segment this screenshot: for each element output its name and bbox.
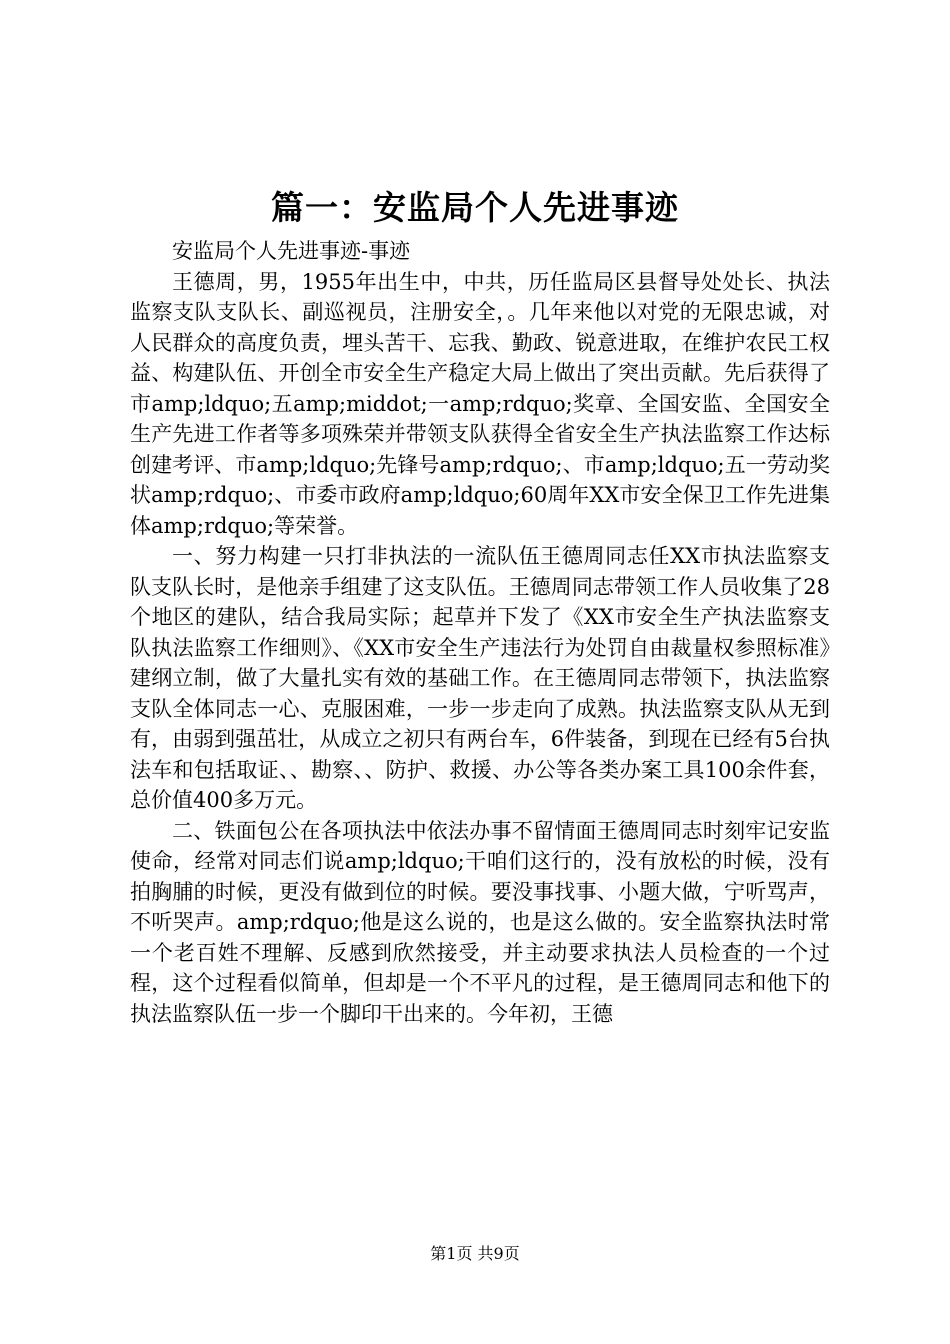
paragraph-intro: 王德周，男，1955年出生中，中共，历任监局区县督导处处长、执法监察支队支队长、副巡视员，注册安全，。几年来他以对党的无限忠诚，对人民群众的高度负责，埋头苦干、忘我、勤政、锐意进取，在维护农民工权益、构建队伍、开创全市安全生产稳定大局上做出了突出贡献。先后获得了市amp;ldquo;五amp;middot;一amp;rdquo;奖章、全国安监、全国安全生产先进工作者等多项殊荣并带领支队获得全省安全生产执法监察工作达标创建考评、市amp;ldquo;先锋号amp;rdquo;、市amp;ldquo;五一劳动奖状amp;rdquo;、市委市政府amp;ldquo;60周年XX市安全保卫工作先进集体amp;rdquo;等荣誉。 <box>130 269 830 538</box>
paragraph-section-one: 一、努力构建一只打非执法的一流队伍王德周同志任XX市执法监察支队支队长时，是他亲手组建了这支队伍。王德周同志带领工作人员收集了28个地区的建队，结合我局实际；起草并下发了《XX市安全生产执法监察支队执法监察工作细则》、《XX市安全生产违法行为处罚自由裁量权参照标准》建纲立制，做了大量扎实有效的基础工作。在王德周同志带领下，执法监察支队全体同志一心、克服困难，一步一步走向了成熟。执法监察支队从无到有，由弱到强茁壮，从成立之初只有两台车，6件装备，到现在已经有5台执法车和包括取证、、勘察、、防护、救援、办公等各类办案工具100余件套，总价值400多万元。 <box>130 544 830 812</box>
document-body <box>130 236 830 1029</box>
paragraph-section-two: 二、铁面包公在各项执法中依法办事不留情面王德周同志时刻牢记安监使命，经常对同志们说amp;ldquo;干咱们这行的，没有放松的时候，没有拍胸脯的时候，更没有做到位的时候。要没事找事、小题大做，宁听骂声，不听哭声。amp;rdquo;他是这么说的，也是这么做的。安全监察执法时常一个老百姓不理解、反感到欣然接受，并主动要求执法人员检查的一个过程，这个过程看似简单，但却是一个不平凡的过程，是王德周同志和他下的执法监察队伍一步一个脚印干出来的。今年初，王德 <box>130 818 830 1026</box>
paragraph-subtitle: 安监局个人先进事迹-事迹 <box>172 239 411 263</box>
page-number-footer: 第1页 共9页 <box>430 1244 520 1263</box>
document-title: 篇一：安监局个人先进事迹 <box>271 188 679 227</box>
